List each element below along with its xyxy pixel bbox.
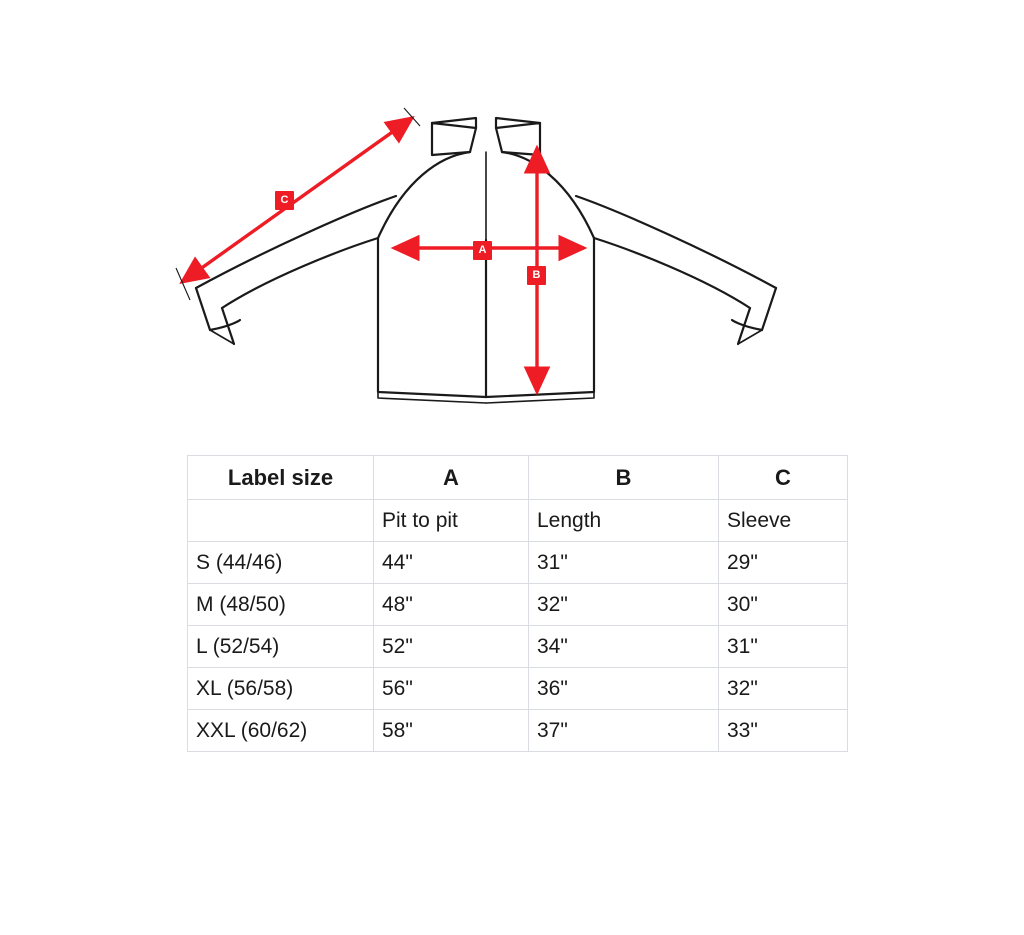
- measure-label-b: B: [527, 266, 546, 285]
- garment-measurement-diagram: [0, 0, 1024, 440]
- cell-a: 56": [374, 668, 529, 710]
- cell-size: M (48/50): [188, 584, 374, 626]
- table-row: [188, 710, 848, 752]
- subheader-sleeve: Sleeve: [719, 500, 848, 542]
- column-header-b: B: [529, 456, 719, 500]
- table-row: [188, 626, 848, 668]
- table-row: [188, 668, 848, 710]
- measure-label-c: C: [275, 191, 294, 210]
- jacket-illustration: [0, 0, 1024, 440]
- cell-a: 52": [374, 626, 529, 668]
- subheader-length: Length: [529, 500, 719, 542]
- column-header-c: C: [719, 456, 848, 500]
- cell-size: S (44/46): [188, 542, 374, 584]
- cell-c: 32": [719, 668, 848, 710]
- cell-a: 44": [374, 542, 529, 584]
- cell-a: 48": [374, 584, 529, 626]
- size-chart: [187, 455, 847, 752]
- table-header-row: [188, 456, 848, 500]
- column-header-a: A: [374, 456, 529, 500]
- cell-c: 31": [719, 626, 848, 668]
- subheader-pit-to-pit: Pit to pit: [374, 500, 529, 542]
- cell-size: XXL (60/62): [188, 710, 374, 752]
- cell-b: 36": [529, 668, 719, 710]
- subheader-blank: [188, 500, 374, 542]
- table-subheader-row: [188, 500, 848, 542]
- size-chart-table: [187, 455, 848, 752]
- cell-b: 37": [529, 710, 719, 752]
- cell-b: 31": [529, 542, 719, 584]
- jacket-outline: [196, 118, 776, 403]
- cell-b: 32": [529, 584, 719, 626]
- table-row: [188, 584, 848, 626]
- cell-c: 30": [719, 584, 848, 626]
- cell-size: XL (56/58): [188, 668, 374, 710]
- measure-label-a: A: [473, 241, 492, 260]
- cell-a: 58": [374, 710, 529, 752]
- cell-size: L (52/54): [188, 626, 374, 668]
- cell-c: 29": [719, 542, 848, 584]
- cell-c: 33": [719, 710, 848, 752]
- cell-b: 34": [529, 626, 719, 668]
- column-header-label-size: Label size: [188, 456, 374, 500]
- table-row: [188, 542, 848, 584]
